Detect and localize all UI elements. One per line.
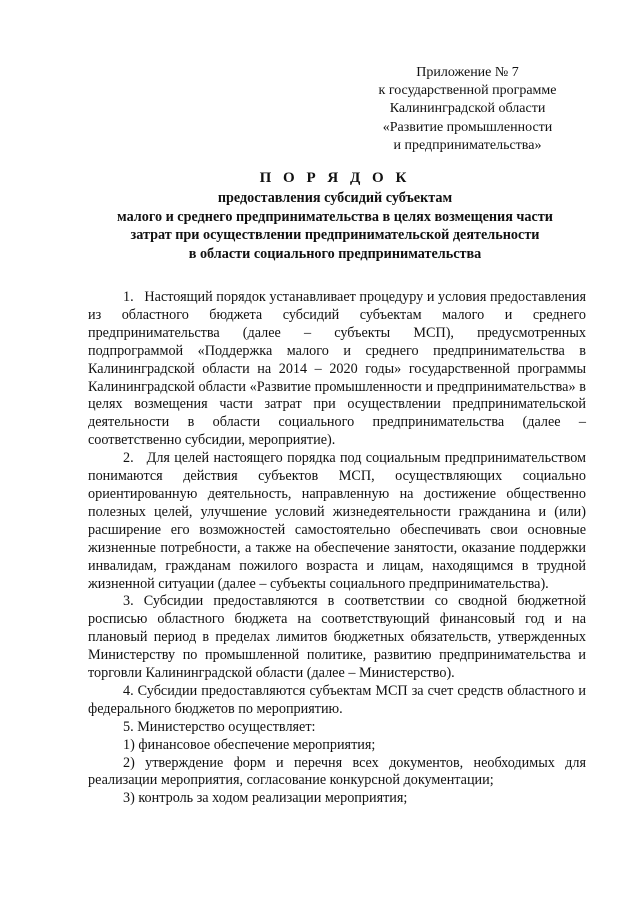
document-body — [88, 289, 586, 808]
document-title: П О Р Я Д О К — [259, 170, 411, 186]
document-subtitle — [95, 189, 575, 263]
paragraph-3: 3. Субсидии предоставляются в соответствии со сводной бюджетной росписью областного бюджета на соответствующий финансовый год и на плановый период в пределах лимитов бюджетных обязательств, утвержденных Министерству по промышленной политике, развитию предпринимательства и торговли Калининградской области (далее – Министерство). — [88, 593, 586, 682]
subtitle-line: малого и среднего предпринимательства в целях возмещения части — [117, 208, 553, 225]
subtitle-line: предоставления субсидий субъектам — [217, 190, 453, 206]
paragraph-2: 2. Для целей настоящего порядка под социальным предпринимательством понимаются действия субъектов МСП, осуществляющих социально ориентированную деятельность, направленную на достижение общественно полезных целей, улучшение условий жизнедеятельности гражданина и (или) расширение его возможностей самостоятельно обеспечивать свои основные жизненные потребности, а также на обеспечение занятости, оказание поддержки инвалидам, гражданам пожилого возраста и лицам, находящимся в трудной жизненной ситуации (далее – субъекты социального предпринимательства). — [88, 450, 586, 592]
list-item-1: 1) финансовое обеспечение мероприятия; — [123, 736, 376, 753]
appendix-line: Приложение № 7 — [416, 65, 519, 80]
subtitle-line: в области социального предпринимательства — [188, 245, 482, 262]
paragraph-4: 4. Субсидии предоставляются субъектам МСП за счет средств областного и федерального бюджетов по мероприятию. — [88, 682, 586, 717]
appendix-line: к государственной программе — [378, 83, 557, 99]
list-item-2: 2) утверждение форм и перечня всех документов, необходимых для реализации мероприятия, согласование конкурсной документации; — [88, 754, 586, 789]
list-item-3: 3) контроль за ходом реализации мероприятия; — [123, 790, 408, 807]
paragraph-1: 1. Настоящий порядок устанавливает процедуру и условия предоставления из областного бюджета субсидий субъектам малого и среднего предпринимательства (далее – субъекты МСП), предусмотренных подпрограммой «Поддержка малого и среднего предпринимательства в Калининградской области на 2014 – 2020 годы» государственной программы Калининградской области «Развитие промышленности и предпринимательства» в целях возмещения части затрат при осуществлении предпринимательской деятельности в области социального предпринимательства (далее – соответственно субсидии, мероприятие). — [88, 289, 586, 449]
appendix-line: «Развитие промышленности — [382, 119, 553, 135]
subtitle-line: затрат при осуществлении предпринимательской деятельности — [130, 227, 540, 243]
appendix-line: и предпринимательства» — [393, 137, 542, 153]
paragraph-5: 5. Министерство осуществляет: — [123, 718, 316, 735]
appendix-line: Калининградской области — [389, 101, 546, 117]
appendix-header — [360, 64, 575, 155]
